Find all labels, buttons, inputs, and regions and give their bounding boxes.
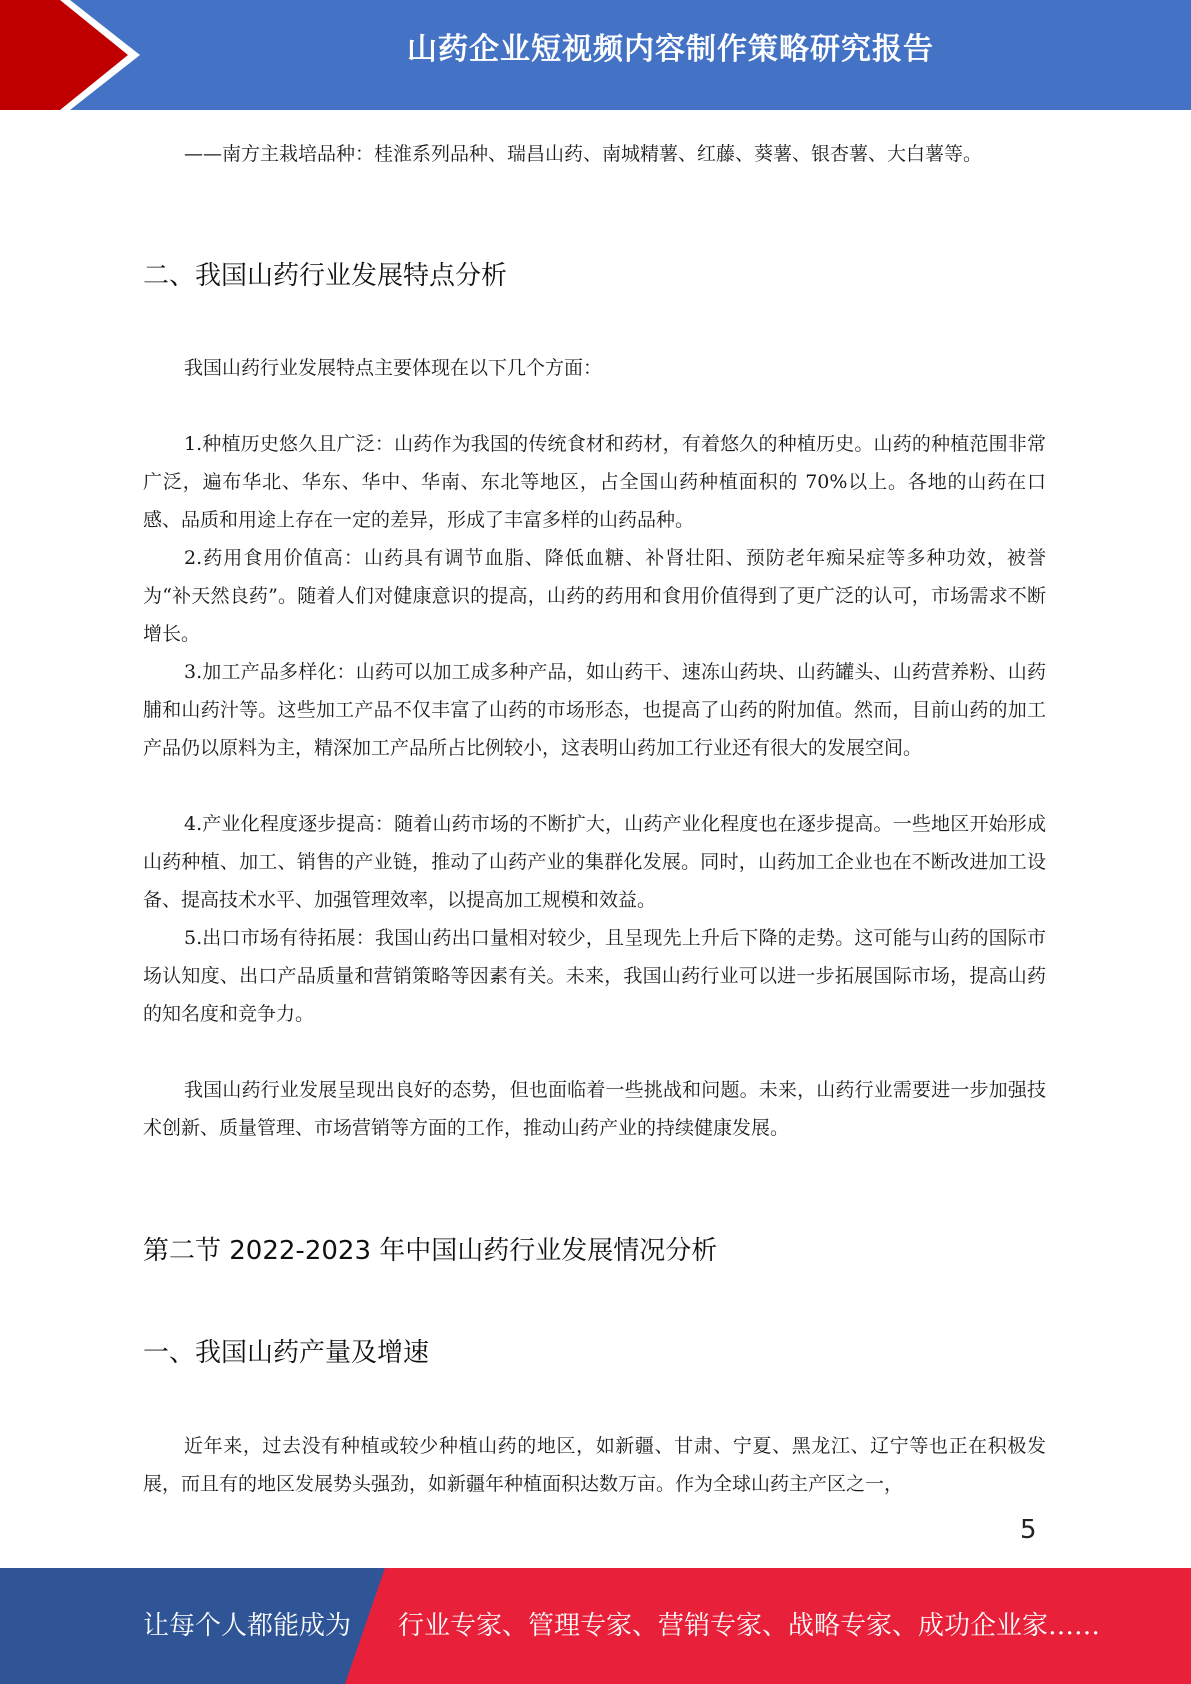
section-heading-industry-characteristics: 二、我国山药行业发展特点分析 [143,261,508,291]
report-title: 山药企业短视频内容制作策略研究报告 [407,32,934,67]
section-heading-output-growth: 一、我国山药产量及增速 [143,1338,430,1368]
paragraph-summary: 我国山药行业发展呈现出良好的态势，但也面临着一些挑战和问题。未来，山药行业需要进一步加强技术创新、质量管理、市场营销等方面的工作，推动山药产业的持续健康发展。 [143,1079,1046,1139]
footer-slogan-right: 行业专家、管理专家、营销专家、战略专家、成功企业家…… [398,1611,1101,1641]
chapter-heading: 第二节 2022-2023 年中国山药行业发展情况分析 [143,1236,718,1266]
paragraph-point-3: 3.加工产品多样化：山药可以加工成多种产品，如山药干、速冻山药块、山药罐头、山药营养粉、山药脯和山药汁等。这些加工产品不仅丰富了山药的市场形态，也提高了山药的附加值。然而，目前山药的加工产品仍以原料为主，精深加工产品所占比例较小，这表明山药加工行业还有很大的发展空间。 [143,661,1046,759]
page-footer [0,1568,1191,1684]
paragraph-south-varieties: ——南方主栽培品种：桂淮系列品种、瑞昌山药、南城精薯、红藤、葵薯、银杏薯、大白薯等。 [184,143,983,165]
page-header [0,0,1191,110]
header-chevron-graphic [0,0,160,110]
page-number: 5 [1020,1515,1037,1545]
paragraph-point-1: 1.种植历史悠久且广泛：山药作为我国的传统食材和药材，有着悠久的种植历史。山药的种植范围非常广泛，遍布华北、华东、华中、华南、东北等地区，占全国山药种植面积的 70%以上。各地的山药在口感、品质和用途上存在一定的差异，形成了丰富多样的山药品种。 [143,433,1046,531]
paragraph-point-4: 4.产业化程度逐步提高：随着山药市场的不断扩大，山药产业化程度也在逐步提高。一些地区开始形成山药种植、加工、销售的产业链，推动了山药产业的集群化发展。同时，山药加工企业也在不断改进加工设备、提高技术水平、加强管理效率，以提高加工规模和效益。 [143,813,1046,911]
paragraph-point-2: 2.药用食用价值高：山药具有调节血脂、降低血糖、补肾壮阳、预防老年痴呆症等多种功效，被誉为“补天然良药”。随着人们对健康意识的提高，山药的药用和食用价值得到了更广泛的认可，市场需求不断增长。 [143,547,1046,645]
footer-slogan-left: 让每个人都能成为 [143,1611,352,1641]
paragraph-intro: 我国山药行业发展特点主要体现在以下几个方面： [184,357,603,379]
paragraph-point-5: 5.出口市场有待拓展：我国山药出口量相对较少，且呈现先上升后下降的走势。这可能与山药的国际市场认知度、出口产品质量和营销策略等因素有关。未来，我国山药行业可以进一步拓展国际市场，提高山药的知名度和竞争力。 [143,927,1046,1025]
paragraph-output: 近年来，过去没有种植或较少种植山药的地区，如新疆、甘肃、宁夏、黑龙江、辽宁等也正在积极发展，而且有的地区发展势头强劲，如新疆年种植面积达数万亩。作为全球山药主产区之一， [143,1435,1046,1495]
